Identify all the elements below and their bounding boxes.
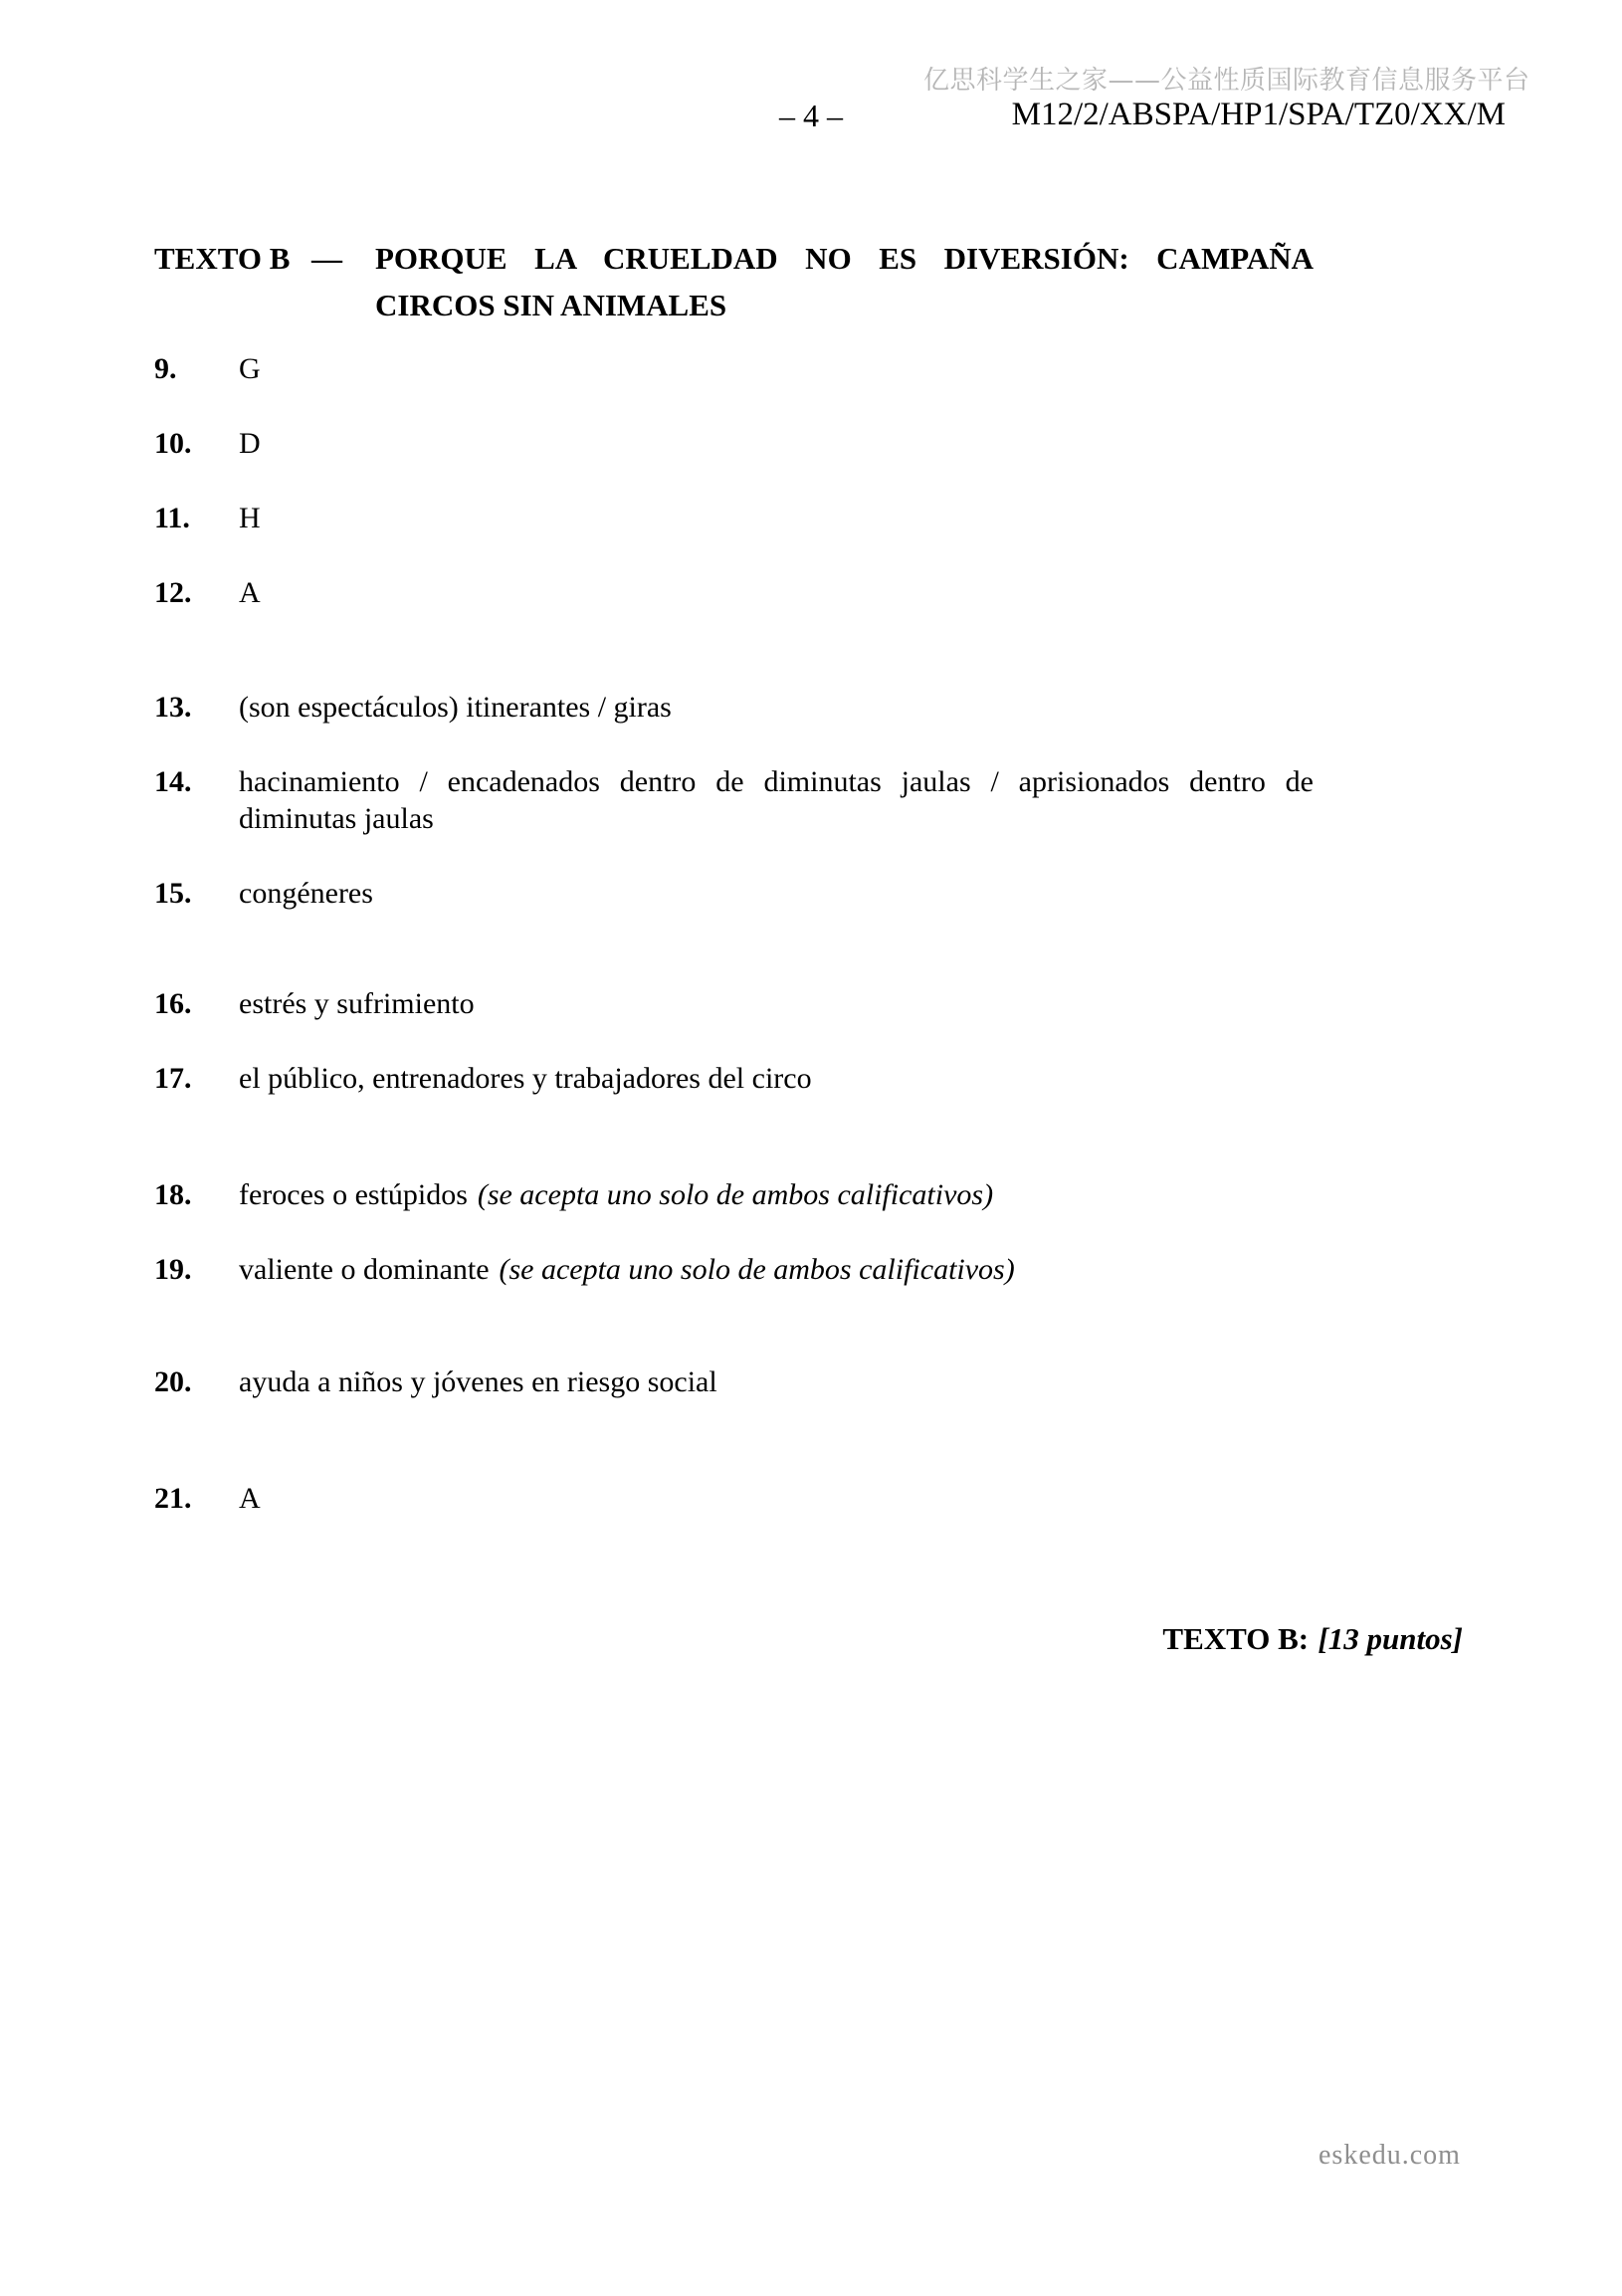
answer-text: A xyxy=(239,576,261,609)
answer-number: 20. xyxy=(154,1365,192,1398)
answer-text xyxy=(239,1251,1015,1288)
answer-text: A xyxy=(239,1482,261,1515)
answer-text-main: valiente o dominante xyxy=(239,1253,490,1286)
answer-text xyxy=(239,763,1314,837)
answer-number: 13. xyxy=(154,691,192,724)
answer-text-line1: hacinamiento / encadenados dentro de diminutas jaulas / aprisionados dentro de xyxy=(239,765,1314,798)
section-title-line1: PORQUE LA CRUELDAD NO ES DIVERSIÓN: CAMPAÑA xyxy=(375,241,1314,276)
page-number: – 4 – xyxy=(779,98,843,133)
answer-text-main: feroces o estúpidos xyxy=(239,1178,468,1211)
section-title-label: TEXTO B xyxy=(154,241,291,276)
exam-code: M12/2/ABSPA/HP1/SPA/TZ0/XX/M xyxy=(1011,97,1506,132)
answer-note: (se acepta uno solo de ambos calificativos) xyxy=(477,1178,994,1211)
answer-text: el público, entrenadores y trabajadores del circo xyxy=(239,1062,812,1095)
answer-note: (se acepta uno solo de ambos calificativos) xyxy=(499,1253,1015,1286)
answer-text: ayuda a niños y jóvenes en riesgo social xyxy=(239,1365,717,1398)
answer-number: 9. xyxy=(154,352,177,385)
answer-text xyxy=(239,1176,993,1213)
answer-number: 15. xyxy=(154,877,192,910)
answer-number: 16. xyxy=(154,987,192,1020)
answer-number: 19. xyxy=(154,1253,192,1286)
answer-text: (son espectáculos) itinerantes / giras xyxy=(239,691,672,724)
answer-number: 12. xyxy=(154,576,192,609)
section-title-text xyxy=(375,235,1314,328)
answer-text: congéneres xyxy=(239,877,373,910)
answer-number: 11. xyxy=(154,502,190,534)
answer-text: D xyxy=(239,427,261,460)
section-total-points: [13 puntos] xyxy=(1318,1621,1463,1656)
answer-text: G xyxy=(239,352,261,385)
header-watermark: 亿思科学生之家——公益性质国际教育信息服务平台 xyxy=(923,66,1530,96)
section-title-dash: — xyxy=(311,241,342,276)
answer-number: 10. xyxy=(154,427,192,460)
answer-text: H xyxy=(239,502,261,534)
answer-number: 17. xyxy=(154,1062,192,1095)
answer-number: 21. xyxy=(154,1482,192,1515)
section-total-label: TEXTO B: xyxy=(1162,1621,1310,1656)
answer-text-line2: diminutas jaulas xyxy=(239,802,434,835)
answer-number: 14. xyxy=(154,765,192,798)
section-title-line2: CIRCOS SIN ANIMALES xyxy=(375,288,727,322)
section-total xyxy=(1162,1620,1463,1658)
answer-text: estrés y sufrimiento xyxy=(239,987,475,1020)
answer-number: 18. xyxy=(154,1178,192,1211)
footer-watermark: eskedu.com xyxy=(1318,2140,1461,2171)
